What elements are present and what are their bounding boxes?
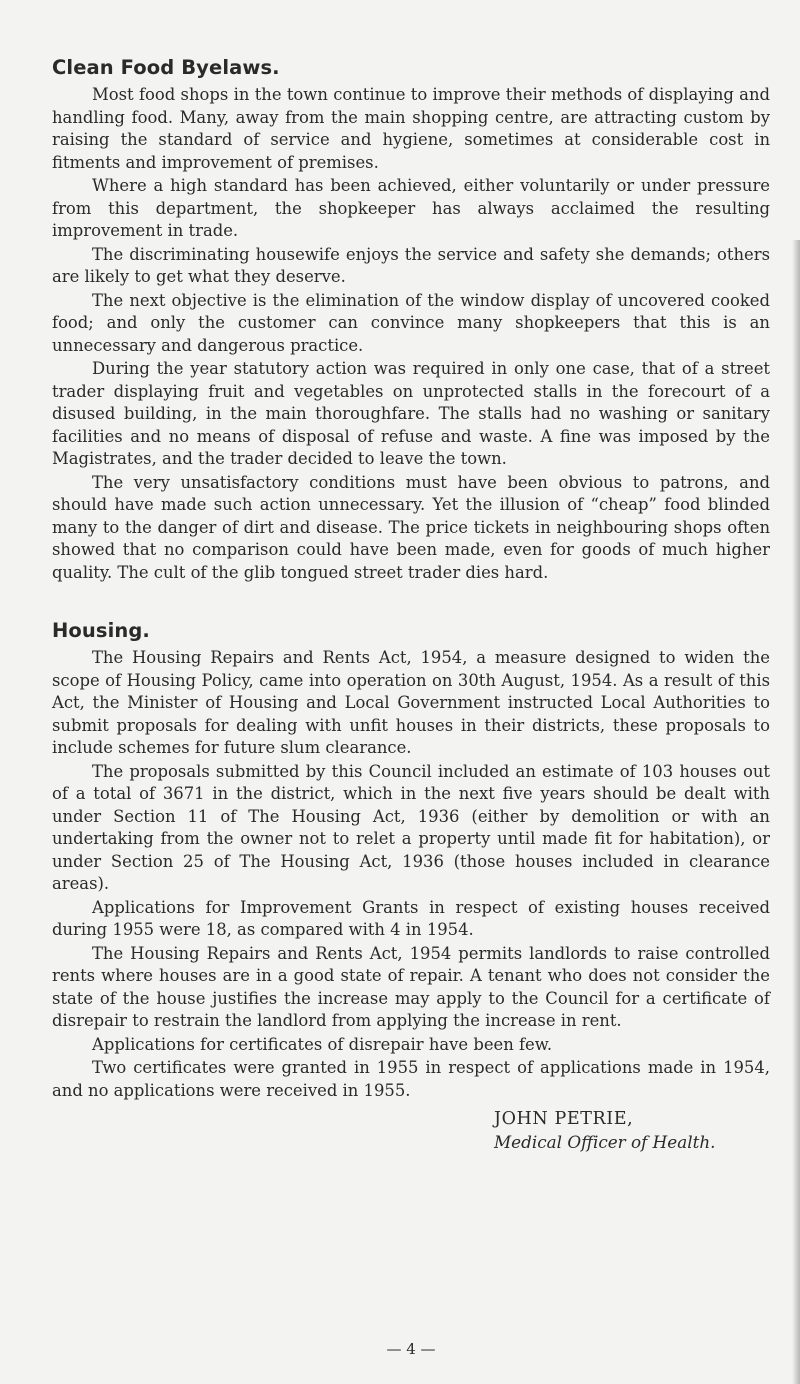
page-number: — 4 —: [386, 1340, 436, 1358]
section-heading: Housing.: [52, 619, 150, 642]
paragraph: Applications for Improvement Grants in respect of existing houses received during 1955 were 18, as compared with 4 in 1954.: [52, 897, 770, 939]
section-spacer: [52, 585, 770, 619]
paragraph: The proposals submitted by this Council included an estimate of 103 houses out of a total of 3671 in the district, which in the next five years should be dealt with under Section 11 of The Housing Act, 1936 (either by demolition or with an undertaking from the owner not to relet a property until made fit for habitation), or under Section 25 of The Housing Act, 1936 (those houses included in clearance areas).: [52, 761, 770, 893]
signature-title: Medical Officer of Health.: [494, 1132, 716, 1152]
document-page: [52, 56, 770, 1154]
paragraph: Most food shops in the town continue to improve their methods of displaying and handling food. Many, away from the main shopping centre, are attracting custom by raising the standard of service and hygiene, sometimes at considerable cost in fitments and improvement of premises.: [52, 85, 770, 172]
paragraph: The discriminating housewife enjoys the service and safety she demands; others are likely to get what they deserve.: [52, 244, 770, 286]
paragraph: Where a high standard has been achieved, either voluntarily or under pressure from this department, the shopkeeper has always acclaimed the resulting improvement in trade.: [52, 176, 770, 240]
paragraph: Applications for certificates of disrepair have been few.: [92, 1034, 553, 1054]
section-housing: [52, 619, 770, 1102]
paragraph: The next objective is the elimination of the window display of uncovered cooked food; and only the customer can convince many shopkeepers that this is an unnecessary and dangerous practice.: [52, 290, 770, 355]
paragraph: The Housing Repairs and Rents Act, 1954, a measure designed to widen the scope of Housing Policy, came into operation on 30th August, 1954. As a result of this Act, the Minister of Housing and Local Government instructed Local Authorities to submit proposals for dealing with unfit houses in their districts, these proposals to include schemes for future slum clearance.: [52, 648, 770, 757]
paragraph: During the year statutory action was required in only one case, that of a street trader displaying fruit and vegetables on unprotected stalls in the forecourt of a disused building, in the main thoroughfare. The stalls had no washing or sanitary facilities and no means of disposal of refuse and waste. A fine was imposed by the Magistrates, and the trader decided to leave the town.: [52, 359, 770, 468]
paragraph: The Housing Repairs and Rents Act, 1954 permits landlords to raise controlled rents where houses are in a good state of repair. A tenant who does not consider the state of the house justifies the increase may apply to the Council for a certificate of disrepair to restrain the landlord from applying the increase in rent.: [52, 943, 770, 1030]
paragraph: Two certificates were granted in 1955 in respect of applications made in 1954, and no applications were received in 1955.: [52, 1058, 770, 1100]
paragraph: The very unsatisfactory conditions must have been obvious to patrons, and should have made such action unnecessary. Yet the illusion of “cheap” food blinded many to the danger of dirt and disease. The price tickets in neighbouring shops often showed that no comparison could have been made, even for goods of much higher quality. The cult of the glib tongued street trader dies hard.: [52, 472, 770, 582]
page-edge-shadow: [792, 240, 800, 1384]
section-heading: Clean Food Byelaws.: [52, 56, 280, 79]
section-clean-food: [52, 56, 770, 584]
signature-name: JOHN PETRIE,: [494, 1109, 634, 1129]
signature-block: [494, 1108, 770, 1154]
